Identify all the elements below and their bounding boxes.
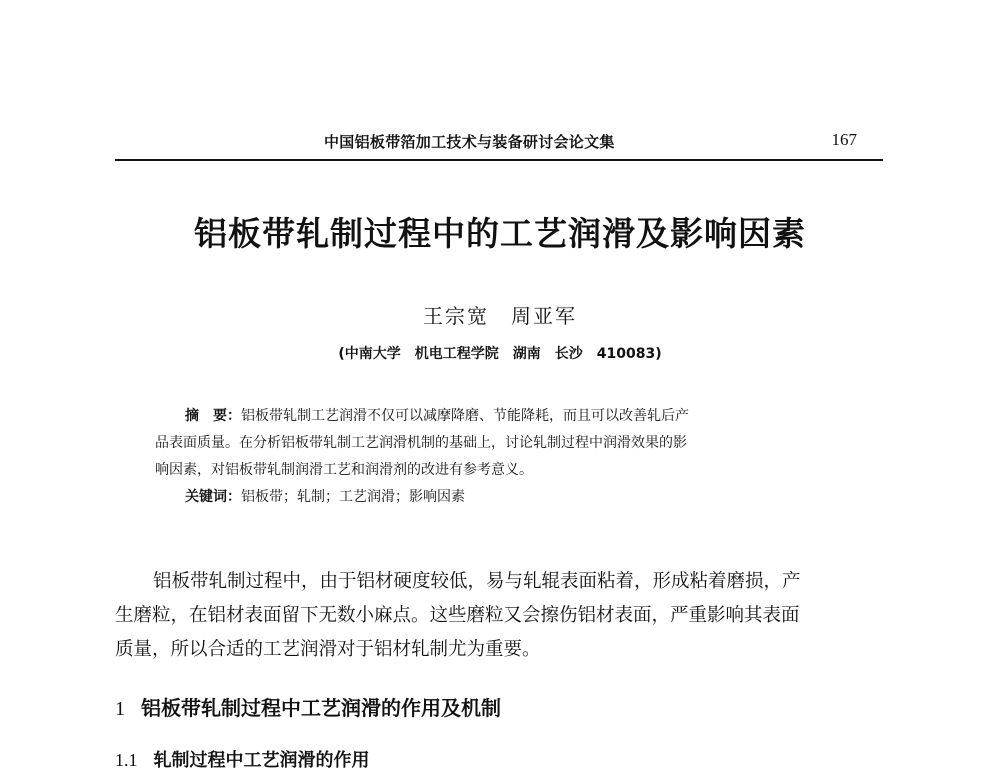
abstract	[155, 403, 855, 511]
body-line: 铝板带轧制过程中，由于铝材硬度较低，易与轧辊表面粘着，形成粘着磨损，产	[153, 571, 801, 592]
abstract-line: 响因素，对铝板带轧制润滑工艺和润滑剂的改进有参考意义。	[155, 462, 533, 478]
subsection-title: 轧制过程中工艺润滑的作用	[153, 750, 370, 771]
author-affiliation: (中南大学 机电工程学院 湖南 长沙 410083)	[338, 346, 662, 362]
keywords	[155, 484, 855, 511]
abstract-label: 摘 要：	[185, 408, 241, 424]
section-number: 1	[115, 698, 125, 720]
author-list: 王宗宽 周亚军	[423, 304, 577, 328]
keywords-label: 关键词：	[185, 489, 241, 505]
keywords-text: 铝板带；轧制；工艺润滑；影响因素	[241, 489, 465, 505]
section-title: 铝板带轧制过程中工艺润滑的作用及机制	[141, 696, 501, 720]
body-paragraph	[115, 565, 890, 667]
running-header	[115, 127, 883, 161]
body-line: 生磨粒，在铝材表面留下无数小麻点。这些磨粒又会擦伤铝材表面，严重影响其表面	[115, 605, 800, 626]
abstract-line	[155, 403, 855, 430]
abstract-line: 品表面质量。在分析铝板带轧制工艺润滑机制的基础上，讨论轧制过程中润滑效果的影	[155, 435, 687, 451]
running-header-title: 中国铝板带箔加工技术与装备研讨会论文集	[324, 133, 615, 151]
subsection-number: 1.1	[115, 750, 138, 770]
paper-title: 铝板带轧制过程中的工艺润滑及影响因素	[194, 214, 806, 253]
page-number: 167	[831, 130, 857, 149]
subsection-heading	[115, 746, 370, 772]
section-heading	[115, 692, 501, 721]
body-line: 质量，所以合适的工艺润滑对于铝材轧制尤为重要。	[115, 639, 541, 660]
abstract-text: 铝板带轧制工艺润滑不仅可以减摩降磨、节能降耗，而且可以改善轧后产	[241, 408, 689, 424]
